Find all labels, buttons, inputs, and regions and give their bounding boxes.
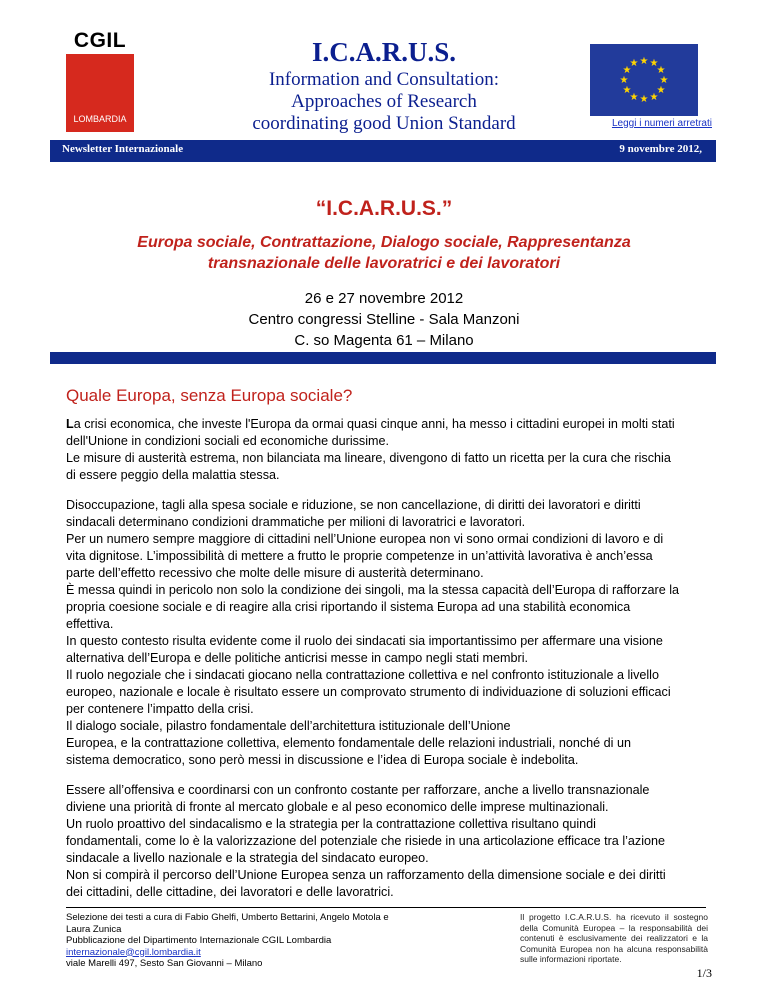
text-line: vita dignitose. L’impossibilità di mettere a frutto le proprie competenze in un’attività lavorativa è anch’essa: [66, 549, 653, 563]
svg-text:★: ★: [622, 65, 632, 76]
text-line: Le misure di austerità estrema, non bilanciata ma lineare, divengono di fatto un ricetta per la cura che rischia: [66, 451, 671, 465]
footer-line: Pubblicazione del Dipartimento Internazionale CGIL Lombardia: [66, 935, 332, 946]
event-venue: Centro congressi Stelline - Sala Manzoni: [248, 311, 520, 328]
paragraph: [66, 497, 706, 769]
text-line: fondamentali, come lo è la valorizzazione del potenziale che risiede in una articolazione efficace tra l’azione: [66, 834, 666, 848]
cgil-logo: [66, 28, 134, 132]
archive-link[interactable]: Leggi i numeri arretrati: [611, 118, 712, 129]
text-line: per contenere l’impatto della crisi.: [66, 702, 254, 716]
text-line: È messa quindi in pericolo non solo la condizione dei singoli, ma la stessa capacità dell’Europa di rafforzare la: [66, 583, 680, 597]
text-line: Il dialogo sociale, pilastro fondamentale dell’architettura istituzionale dell’Unione: [66, 719, 511, 733]
footer-email-link[interactable]: internazionale@cgil.lombardia.it: [66, 946, 201, 958]
footer-line: Selezione dei testi a cura di Fabio Ghelfi, Umberto Bettarini, Angelo Motola e: [66, 912, 389, 923]
text-line: dell'Unione in condizioni sociali ed economiche durissime.: [66, 434, 390, 448]
text-line: sistema democratico, sono però messi in discussione e l’idea di Europa sociale è indebolita.: [66, 753, 579, 767]
svg-text:★: ★: [639, 56, 649, 67]
text-line: sindacali determinano condizioni drammatiche per milioni di lavoratrici e lavoratori.: [66, 515, 526, 529]
logo-text: CGIL: [73, 29, 127, 52]
dropcap: L: [66, 417, 74, 431]
svg-text:★: ★: [619, 75, 629, 86]
event-address: C. so Magenta 61 – Milano: [294, 332, 474, 349]
svg-text:★: ★: [649, 92, 659, 103]
subtitle-line: Approaches of Research: [291, 91, 477, 112]
text-line: Il ruolo negoziale che i sindacati giocano nella contrattazione collettiva e nel confronto istituzionale a livello: [66, 668, 659, 682]
event-date: 26 e 27 novembre 2012: [304, 290, 464, 307]
subtitle-line: Information and Consultation:: [268, 69, 500, 90]
svg-text:★: ★: [656, 85, 666, 96]
text-line: [66, 416, 706, 433]
footer-address: viale Marelli 497, Sesto San Giovanni – Milano: [66, 958, 263, 969]
divider-band: [50, 352, 716, 364]
text-line: diviene una priorità di fronte al mercato globale e al peso economico delle imprese multinazionali.: [66, 800, 609, 814]
section-heading: Quale Europa, senza Europa sociale?: [66, 386, 353, 405]
svg-text:★: ★: [659, 75, 669, 86]
text-line: In questo contesto risulta evidente come il ruolo dei sindacati sia importantissimo per affermare una visione: [66, 634, 663, 648]
text-line: Essere all’offensiva e coordinarsi con un confronto costante per rafforzare, anche a livello transnazionale: [66, 783, 650, 797]
text-line: dei cittadini, delle cittadine, dei lavoratori e delle lavoratrici.: [66, 885, 394, 899]
text-line-content: a crisi economica, che investe l'Europa da ormai quasi cinque anni, ha messo i cittadini europei in molti stati: [73, 417, 675, 431]
footer-disclaimer: Il progetto I.C.A.R.U.S. ha ricevuto il sostegno della Comunità Europea – la responsabilità dei contenuti è esclusivamente dei realizzatori e la Comunità Europea non ha alcuna responsabilità sulle informazioni riportate.: [520, 912, 708, 964]
text-line: europeo, nazionale e locale è risultato essere un comprovato strumento di individuazione di soluzioni efficaci: [66, 685, 671, 699]
text-line: propria coesione sociale e di reagire alla crisi riportando il sistema Europa ad una stabilità economica: [66, 600, 631, 614]
svg-text:★: ★: [629, 92, 639, 103]
event-info: [120, 288, 648, 351]
text-line: Europea, e la contrattazione collettiva, elemento fondamentale delle relazioni industriali, nonché di un: [66, 736, 631, 750]
logo-region: LOMBARDIA: [73, 114, 127, 124]
newsletter-date: 9 novembre 2012,: [619, 143, 702, 155]
text-line: Per un numero sempre maggiore di cittadini nell’Unione europea non vi sono ormai condizioni di lavoro e di: [66, 532, 664, 546]
newsletter-label: Newsletter Internazionale: [62, 143, 184, 155]
text-line: Non si compirà il percorso dell’Unione Europea senza un rafforzamento della dimensione sociale e dei diritti: [66, 868, 666, 882]
newsletter-title: I.C.A.R.U.S.: [311, 37, 457, 67]
footer-line: Laura Zunica: [66, 923, 122, 935]
text-line: alternativa dell’Europa e delle politiche anticrisi messe in campo negli stati membri.: [66, 651, 528, 665]
text-line: Un ruolo proattivo del sindacalismo e la strategia per la contrattazione collettiva risultano quindi: [66, 817, 596, 831]
event-subtitle: [84, 232, 684, 274]
newsletter-subtitle: [200, 69, 568, 135]
event-subtitle-line: transnazionale delle lavoratrici e dei lavoratori: [207, 255, 561, 272]
svg-text:★: ★: [656, 65, 666, 76]
event-subtitle-line: Europa sociale, Contrattazione, Dialogo sociale, Rappresentanza: [137, 234, 631, 251]
article-body: [66, 416, 706, 914]
footer-credits: [66, 912, 426, 970]
svg-text:★: ★: [629, 58, 639, 69]
text-line: di essere peggio della malattia stessa.: [66, 468, 280, 482]
paragraph: [66, 416, 706, 484]
text-line: sindacale a livello nazionale e la strategia del sindacato europeo.: [66, 851, 429, 865]
event-title: “I.C.A.R.U.S.”: [315, 197, 453, 220]
svg-text:★: ★: [622, 85, 632, 96]
svg-text:★: ★: [639, 94, 649, 105]
text-line: parte dell’effetto recessivo che molte delle misure di austerità determinano.: [66, 566, 484, 580]
subtitle-line: coordinating good Union Standard: [252, 113, 516, 134]
text-line: effettiva.: [66, 617, 114, 631]
footer-divider: [66, 907, 706, 908]
svg-text:★: ★: [649, 58, 659, 69]
page-number: 1/3: [696, 966, 712, 980]
paragraph: [66, 782, 706, 901]
text-line: Disoccupazione, tagli alla spesa sociale e riduzione, se non cancellazione, di diritti dei lavoratori e diritti: [66, 498, 641, 512]
eu-flag-icon: [590, 44, 698, 116]
